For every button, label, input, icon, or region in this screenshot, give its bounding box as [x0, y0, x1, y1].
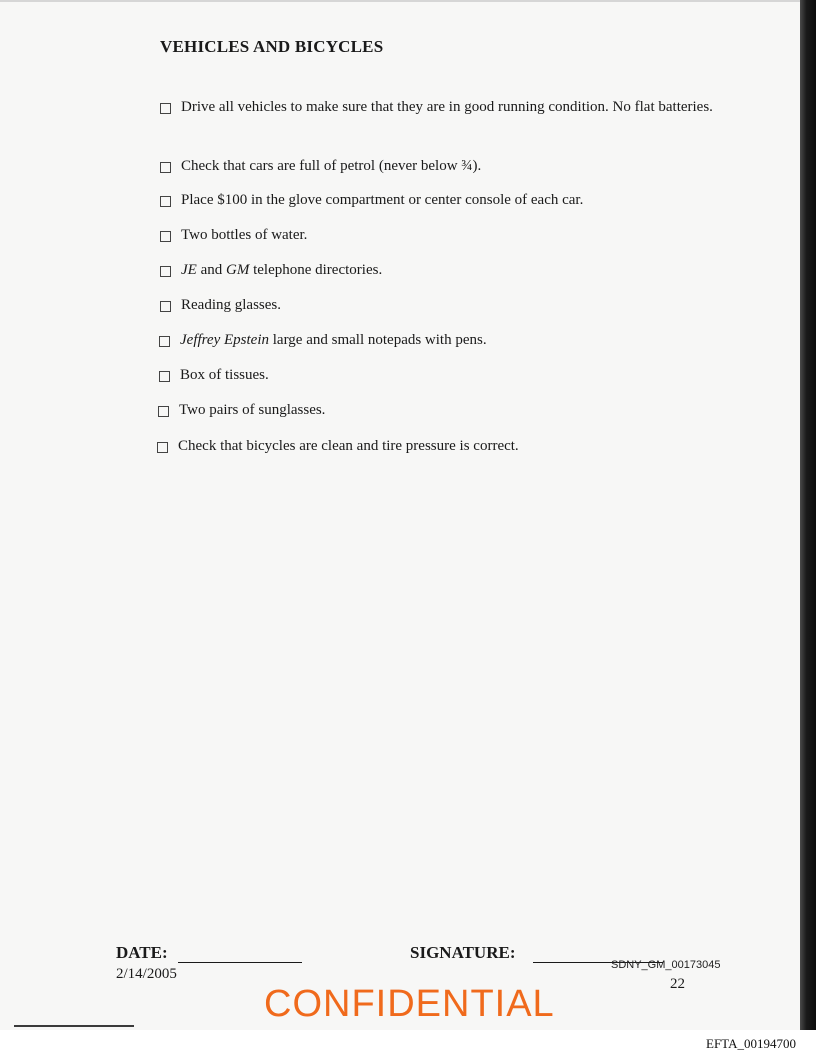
checkbox-icon — [160, 231, 171, 242]
scan-bottom-line — [14, 1025, 134, 1027]
checklist-item — [160, 98, 721, 117]
checkbox-icon — [160, 266, 171, 277]
checkbox-icon — [159, 336, 170, 347]
top-scan-edge — [0, 0, 800, 2]
scan-edge-strip — [800, 0, 816, 1030]
checklist-item-text: Drive all vehicles to make sure that they are in good running condition. No flat batteries. — [181, 99, 713, 115]
checkbox-icon — [159, 371, 170, 382]
checkbox-icon — [160, 103, 171, 114]
checklist-item-text: Two pairs of sunglasses. — [179, 402, 326, 418]
bates-number: SDNY_GM_00173045 — [611, 959, 721, 971]
checklist-item — [160, 157, 721, 176]
efta-number: EFTA_00194700 — [706, 1036, 796, 1051]
checklist-item — [160, 226, 721, 245]
checklist-item — [159, 366, 720, 385]
page-number: 22 — [670, 976, 685, 992]
section-heading: VEHICLES AND BICYCLES — [160, 37, 384, 56]
checklist-item — [160, 296, 721, 315]
checkbox-icon — [157, 442, 168, 453]
checklist-item-text: Two bottles of water. — [181, 227, 308, 243]
checklist-item-text: Reading glasses. — [181, 297, 281, 313]
checklist-item — [160, 191, 721, 210]
signature-label: SIGNATURE: — [410, 943, 516, 962]
checklist-item-text: JE and GM telephone directories. — [181, 262, 383, 278]
checklist-item-text: Box of tissues. — [180, 367, 269, 383]
checkbox-icon — [160, 301, 171, 312]
checkbox-icon — [158, 406, 169, 417]
checkbox-icon — [160, 196, 171, 207]
checklist-item-text: Place $100 in the glove compartment or center console of each car. — [181, 192, 584, 208]
checklist-item — [158, 401, 719, 420]
checkbox-icon — [160, 162, 171, 173]
checklist-item — [159, 331, 720, 350]
confidential-stamp: CONFIDENTIAL — [264, 983, 555, 1025]
checklist-item — [157, 437, 718, 456]
date-line — [178, 962, 302, 963]
checklist-item-text: Check that bicycles are clean and tire pressure is correct. — [178, 438, 519, 454]
checklist-item-text: Jeffrey Epstein large and small notepads with pens. — [180, 332, 487, 348]
checklist-item — [160, 261, 721, 280]
date-label: DATE: — [116, 943, 168, 962]
checklist-item-text: Check that cars are full of petrol (never below ¾). — [181, 158, 482, 174]
document-date: 2/14/2005 — [116, 966, 177, 982]
